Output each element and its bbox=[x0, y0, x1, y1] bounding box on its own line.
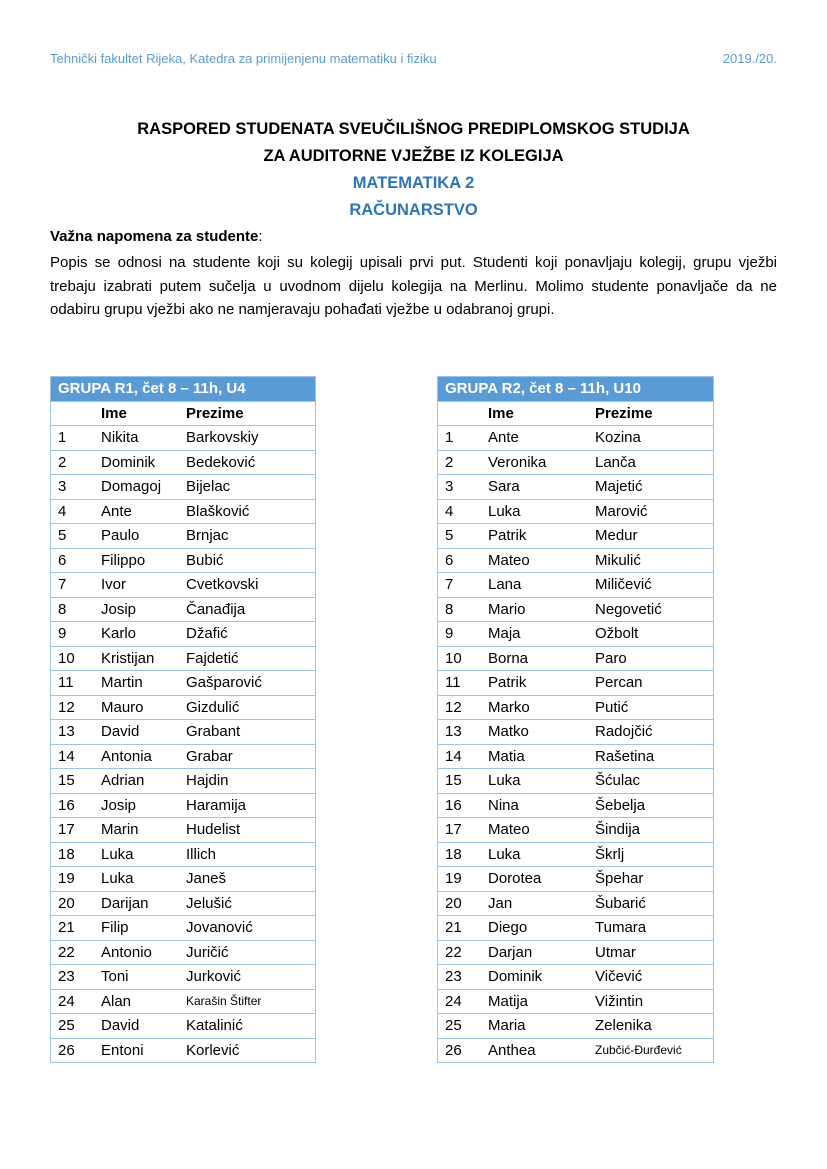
student-last-name: Šindija bbox=[588, 818, 714, 843]
student-first-name: Matia bbox=[481, 744, 588, 769]
student-last-name: Jelušić bbox=[179, 891, 316, 916]
col-first-name: Ime bbox=[481, 401, 588, 426]
student-first-name: Luka bbox=[481, 499, 588, 524]
student-first-name: Adrian bbox=[94, 769, 179, 794]
col-number bbox=[438, 401, 482, 426]
student-last-name: Čanađija bbox=[179, 597, 316, 622]
title-line-2: ZA AUDITORNE VJEŽBE IZ KOLEGIJA bbox=[263, 147, 564, 165]
row-number: 3 bbox=[438, 475, 482, 500]
student-last-name: Šebelja bbox=[588, 793, 714, 818]
row-number: 8 bbox=[438, 597, 482, 622]
student-last-name: Rašetina bbox=[588, 744, 714, 769]
group-r1-rows bbox=[51, 426, 316, 1063]
student-first-name: Luka bbox=[481, 842, 588, 867]
table-row bbox=[438, 1038, 714, 1063]
row-number: 1 bbox=[51, 426, 95, 451]
row-number: 24 bbox=[438, 989, 482, 1014]
table-row bbox=[51, 426, 316, 451]
group-r2-rows bbox=[438, 426, 714, 1063]
student-last-name: Jovanović bbox=[179, 916, 316, 941]
student-first-name: Paulo bbox=[94, 524, 179, 549]
student-first-name: Nikita bbox=[94, 426, 179, 451]
row-number: 2 bbox=[438, 450, 482, 475]
table-row bbox=[438, 622, 714, 647]
student-first-name: Marin bbox=[94, 818, 179, 843]
row-number: 24 bbox=[51, 989, 95, 1014]
student-first-name: Dominik bbox=[481, 965, 588, 990]
student-last-name: Majetić bbox=[588, 475, 714, 500]
student-last-name: Radojčić bbox=[588, 720, 714, 745]
student-last-name: Miličević bbox=[588, 573, 714, 598]
student-first-name: Martin bbox=[94, 671, 179, 696]
student-last-name: Hajdin bbox=[179, 769, 316, 794]
student-first-name: Luka bbox=[94, 867, 179, 892]
student-last-name: Grabar bbox=[179, 744, 316, 769]
row-number: 15 bbox=[438, 769, 482, 794]
row-number: 26 bbox=[438, 1038, 482, 1063]
table-row bbox=[438, 744, 714, 769]
student-first-name: Josip bbox=[94, 597, 179, 622]
student-last-name: Mikulić bbox=[588, 548, 714, 573]
row-number: 5 bbox=[51, 524, 95, 549]
student-last-name: Grabant bbox=[179, 720, 316, 745]
row-number: 16 bbox=[438, 793, 482, 818]
student-last-name: Bedeković bbox=[179, 450, 316, 475]
student-first-name: Patrik bbox=[481, 671, 588, 696]
student-last-name: Škrlj bbox=[588, 842, 714, 867]
student-first-name: Mateo bbox=[481, 548, 588, 573]
table-row bbox=[51, 450, 316, 475]
note-heading-text: Važna napomena za studente bbox=[50, 228, 259, 245]
table-row bbox=[51, 475, 316, 500]
table-row bbox=[438, 965, 714, 990]
student-first-name: Kristijan bbox=[94, 646, 179, 671]
student-last-name: Illich bbox=[179, 842, 316, 867]
row-number: 14 bbox=[51, 744, 95, 769]
col-last-name: Prezime bbox=[179, 401, 316, 426]
row-number: 6 bbox=[438, 548, 482, 573]
table-row bbox=[51, 1014, 316, 1039]
student-last-name: Vižintin bbox=[588, 989, 714, 1014]
student-first-name: Diego bbox=[481, 916, 588, 941]
table-row bbox=[51, 573, 316, 598]
table-row bbox=[51, 891, 316, 916]
row-number: 26 bbox=[51, 1038, 95, 1063]
student-first-name: David bbox=[94, 720, 179, 745]
row-number: 16 bbox=[51, 793, 95, 818]
row-number: 10 bbox=[438, 646, 482, 671]
student-first-name: Antonia bbox=[94, 744, 179, 769]
header-year: 2019./20. bbox=[722, 51, 777, 66]
student-first-name: Mauro bbox=[94, 695, 179, 720]
group-r2-table bbox=[437, 376, 714, 1063]
table-row bbox=[51, 744, 316, 769]
group-title: GRUPA R1, čet 8 – 11h, U4 bbox=[51, 377, 316, 402]
table-row bbox=[51, 499, 316, 524]
row-number: 25 bbox=[51, 1014, 95, 1039]
student-last-name: Karašin Štifter bbox=[179, 989, 316, 1014]
student-last-name: Zelenika bbox=[588, 1014, 714, 1039]
student-first-name: David bbox=[94, 1014, 179, 1039]
table-row bbox=[438, 916, 714, 941]
student-first-name: Josip bbox=[94, 793, 179, 818]
student-last-name: Lanča bbox=[588, 450, 714, 475]
row-number: 20 bbox=[51, 891, 95, 916]
student-last-name: Haramija bbox=[179, 793, 316, 818]
student-first-name: Luka bbox=[94, 842, 179, 867]
table-row bbox=[51, 548, 316, 573]
table-row bbox=[51, 597, 316, 622]
table-row bbox=[438, 426, 714, 451]
student-last-name: Gizdulić bbox=[179, 695, 316, 720]
student-first-name: Marko bbox=[481, 695, 588, 720]
table-row bbox=[438, 818, 714, 843]
student-first-name: Antonio bbox=[94, 940, 179, 965]
table-row bbox=[51, 793, 316, 818]
row-number: 12 bbox=[438, 695, 482, 720]
col-first-name: Ime bbox=[94, 401, 179, 426]
row-number: 9 bbox=[51, 622, 95, 647]
row-number: 19 bbox=[438, 867, 482, 892]
table-row bbox=[51, 989, 316, 1014]
student-first-name: Ivor bbox=[94, 573, 179, 598]
table-row bbox=[438, 548, 714, 573]
student-first-name: Mario bbox=[481, 597, 588, 622]
row-number: 23 bbox=[438, 965, 482, 990]
table-row bbox=[438, 475, 714, 500]
student-last-name: Vičević bbox=[588, 965, 714, 990]
table-row bbox=[51, 965, 316, 990]
table-row bbox=[438, 793, 714, 818]
row-number: 11 bbox=[438, 671, 482, 696]
student-first-name: Toni bbox=[94, 965, 179, 990]
row-number: 4 bbox=[51, 499, 95, 524]
row-number: 22 bbox=[51, 940, 95, 965]
student-last-name: Špehar bbox=[588, 867, 714, 892]
row-number: 17 bbox=[438, 818, 482, 843]
student-first-name: Alan bbox=[94, 989, 179, 1014]
group-title: GRUPA R2, čet 8 – 11h, U10 bbox=[438, 377, 714, 402]
student-first-name: Nina bbox=[481, 793, 588, 818]
table-row bbox=[438, 867, 714, 892]
table-row bbox=[51, 940, 316, 965]
row-number: 19 bbox=[51, 867, 95, 892]
row-number: 2 bbox=[51, 450, 95, 475]
table-row bbox=[51, 769, 316, 794]
table-row bbox=[438, 597, 714, 622]
student-last-name: Šćulac bbox=[588, 769, 714, 794]
student-last-name: Džafić bbox=[179, 622, 316, 647]
student-first-name: Maja bbox=[481, 622, 588, 647]
table-row bbox=[438, 695, 714, 720]
student-first-name: Filippo bbox=[94, 548, 179, 573]
table-row bbox=[438, 891, 714, 916]
student-first-name: Mateo bbox=[481, 818, 588, 843]
student-last-name: Percan bbox=[588, 671, 714, 696]
note-heading-colon: : bbox=[258, 228, 263, 245]
row-number: 12 bbox=[51, 695, 95, 720]
student-last-name: Ožbolt bbox=[588, 622, 714, 647]
row-number: 9 bbox=[438, 622, 482, 647]
table-row bbox=[51, 671, 316, 696]
student-first-name: Anthea bbox=[481, 1038, 588, 1063]
student-last-name: Gašparović bbox=[179, 671, 316, 696]
table-row bbox=[51, 1038, 316, 1063]
student-first-name: Dominik bbox=[94, 450, 179, 475]
col-last-name: Prezime bbox=[588, 401, 714, 426]
row-number: 22 bbox=[438, 940, 482, 965]
table-row bbox=[438, 524, 714, 549]
table-row bbox=[51, 524, 316, 549]
table-row bbox=[51, 622, 316, 647]
row-number: 11 bbox=[51, 671, 95, 696]
table-row bbox=[51, 818, 316, 843]
student-last-name: Kozina bbox=[588, 426, 714, 451]
student-last-name: Tumara bbox=[588, 916, 714, 941]
note-text: Popis se odnosi na studente koji su kolegij upisali prvi put. Studenti koji ponavljaju kolegij, grupu vježbi trebaju izabrati putem sučelja u uvodnom dijelu kolegija na Merlinu. Molimo studente ponavljače da ne odabiru grupu vježbi ako ne namjeravaju pohađati vježbe u odabranoj grupi. bbox=[50, 254, 777, 318]
student-first-name: Jan bbox=[481, 891, 588, 916]
student-last-name: Korlević bbox=[179, 1038, 316, 1063]
student-first-name: Veronika bbox=[481, 450, 588, 475]
row-number: 21 bbox=[438, 916, 482, 941]
group-r1-table bbox=[50, 376, 316, 1063]
row-number: 10 bbox=[51, 646, 95, 671]
student-last-name: Putić bbox=[588, 695, 714, 720]
student-last-name: Jurković bbox=[179, 965, 316, 990]
student-first-name: Maria bbox=[481, 1014, 588, 1039]
row-number: 14 bbox=[438, 744, 482, 769]
header-institution: Tehnički fakultet Rijeka, Katedra za primijenjenu matematiku i fiziku bbox=[50, 51, 437, 66]
table-row bbox=[438, 720, 714, 745]
student-last-name: Paro bbox=[588, 646, 714, 671]
study-program: RAČUNARSTVO bbox=[349, 201, 478, 219]
table-row bbox=[438, 450, 714, 475]
row-number: 5 bbox=[438, 524, 482, 549]
row-number: 20 bbox=[438, 891, 482, 916]
student-first-name: Ante bbox=[481, 426, 588, 451]
row-number: 23 bbox=[51, 965, 95, 990]
row-number: 13 bbox=[51, 720, 95, 745]
student-first-name: Domagoj bbox=[94, 475, 179, 500]
student-last-name: Juričić bbox=[179, 940, 316, 965]
row-number: 6 bbox=[51, 548, 95, 573]
row-number: 4 bbox=[438, 499, 482, 524]
student-first-name: Dorotea bbox=[481, 867, 588, 892]
student-last-name: Fajdetić bbox=[179, 646, 316, 671]
table-row bbox=[438, 573, 714, 598]
row-number: 13 bbox=[438, 720, 482, 745]
student-first-name: Karlo bbox=[94, 622, 179, 647]
table-row bbox=[438, 940, 714, 965]
table-row bbox=[51, 646, 316, 671]
student-first-name: Luka bbox=[481, 769, 588, 794]
student-last-name: Šubarić bbox=[588, 891, 714, 916]
table-row bbox=[438, 499, 714, 524]
row-number: 15 bbox=[51, 769, 95, 794]
table-row bbox=[51, 842, 316, 867]
table-row bbox=[438, 989, 714, 1014]
student-first-name: Entoni bbox=[94, 1038, 179, 1063]
student-last-name: Barkovskiy bbox=[179, 426, 316, 451]
row-number: 8 bbox=[51, 597, 95, 622]
course-name: MATEMATIKA 2 bbox=[352, 174, 475, 192]
student-last-name: Brnjac bbox=[179, 524, 316, 549]
row-number: 21 bbox=[51, 916, 95, 941]
student-first-name: Sara bbox=[481, 475, 588, 500]
col-number bbox=[51, 401, 95, 426]
student-last-name: Zubčić-Đurđević bbox=[588, 1038, 714, 1063]
row-number: 18 bbox=[438, 842, 482, 867]
table-row bbox=[438, 671, 714, 696]
table-row bbox=[438, 1014, 714, 1039]
student-last-name: Katalinić bbox=[179, 1014, 316, 1039]
student-last-name: Marović bbox=[588, 499, 714, 524]
table-row bbox=[51, 916, 316, 941]
table-row bbox=[51, 867, 316, 892]
student-last-name: Cvetkovski bbox=[179, 573, 316, 598]
student-first-name: Darijan bbox=[94, 891, 179, 916]
student-last-name: Medur bbox=[588, 524, 714, 549]
table-row bbox=[438, 646, 714, 671]
student-last-name: Bijelac bbox=[179, 475, 316, 500]
student-first-name: Filip bbox=[94, 916, 179, 941]
table-row bbox=[51, 695, 316, 720]
note-heading bbox=[50, 228, 263, 245]
student-last-name: Janeš bbox=[179, 867, 316, 892]
student-last-name: Utmar bbox=[588, 940, 714, 965]
row-number: 3 bbox=[51, 475, 95, 500]
row-number: 18 bbox=[51, 842, 95, 867]
student-first-name: Darjan bbox=[481, 940, 588, 965]
student-first-name: Matko bbox=[481, 720, 588, 745]
student-first-name: Ante bbox=[94, 499, 179, 524]
student-first-name: Matija bbox=[481, 989, 588, 1014]
table-row bbox=[438, 842, 714, 867]
row-number: 1 bbox=[438, 426, 482, 451]
student-last-name: Blašković bbox=[179, 499, 316, 524]
student-first-name: Patrik bbox=[481, 524, 588, 549]
title-line-1: RASPORED STUDENATA SVEUČILIŠNOG PREDIPLOMSKOG STUDIJA bbox=[137, 120, 690, 138]
row-number: 17 bbox=[51, 818, 95, 843]
row-number: 25 bbox=[438, 1014, 482, 1039]
row-number: 7 bbox=[51, 573, 95, 598]
student-first-name: Lana bbox=[481, 573, 588, 598]
table-row bbox=[438, 769, 714, 794]
student-first-name: Borna bbox=[481, 646, 588, 671]
row-number: 7 bbox=[438, 573, 482, 598]
student-last-name: Bubić bbox=[179, 548, 316, 573]
table-row bbox=[51, 720, 316, 745]
student-last-name: Negovetić bbox=[588, 597, 714, 622]
student-last-name: Hudelist bbox=[179, 818, 316, 843]
